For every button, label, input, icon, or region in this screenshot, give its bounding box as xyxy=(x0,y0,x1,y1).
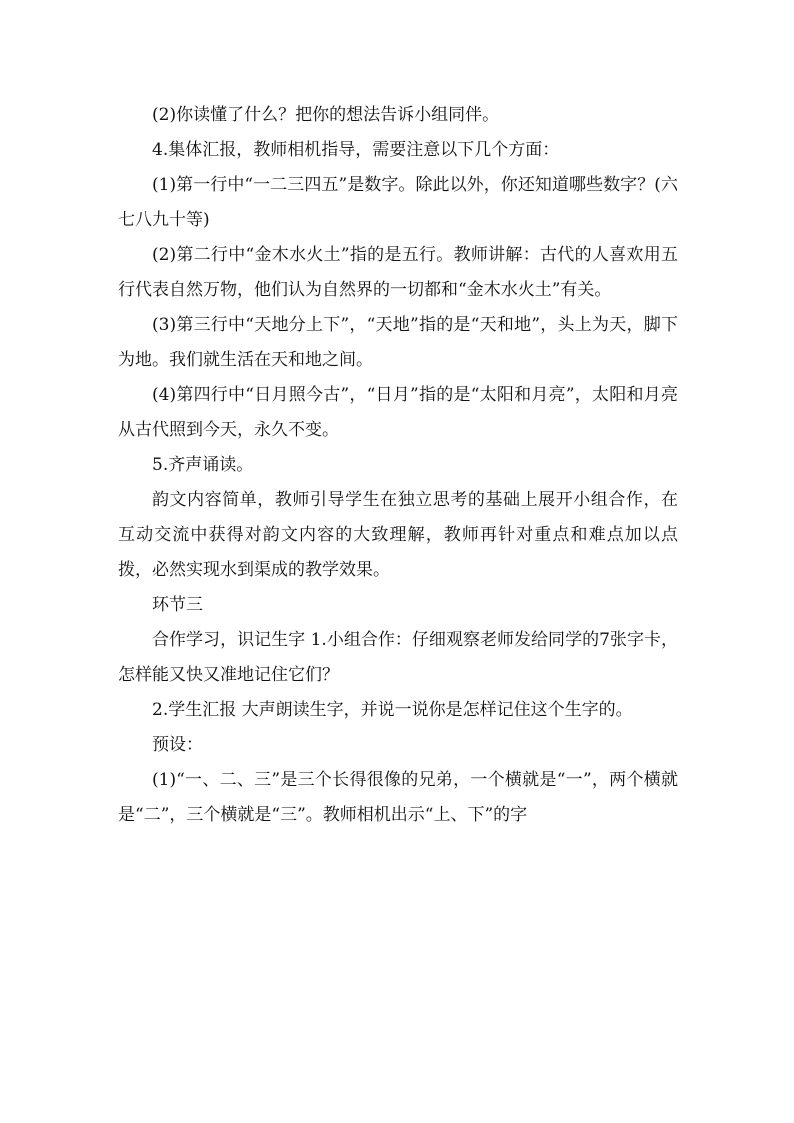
paragraph-recite-together: 5.齐声诵读。 xyxy=(152,455,254,475)
paragraph-preset-label: 预设： xyxy=(152,735,203,755)
paragraph-teaching-summary: 韵文内容简单，教师引导学生在独立思考的基础上展开小组合作，在互动交流中获得对韵文内容的大致理解，教师再针对重点和难点加以点拨，必然实现水到渠成的教学效果。 xyxy=(118,490,678,580)
paragraph-student-report: 2.学生汇报 大声朗读生字，并说一说你是怎样记住这个生字的。 xyxy=(152,700,633,720)
paragraph-character-example: (1)“一、二、三”是三个长得很像的兄弟，一个横就是“一”，两个横就是“二”，三个横就是“三”。教师相机出示“上、下”的字 xyxy=(118,770,678,825)
paragraph-reading-question: (2)你读懂了什么？把你的想法告诉小组同伴。 xyxy=(152,105,500,125)
document-body xyxy=(118,98,678,833)
paragraph-line-two-five-elements: (2)第二行中“金木水火土”指的是五行。教师讲解：古代的人喜欢用五行代表自然万物，他们认为自然界的一切都和“金木水火土”有关。 xyxy=(118,245,678,300)
paragraph-line-three-heaven-earth: (3)第三行中“天地分上下”，“天地”指的是“天和地”，头上为天，脚下为地。我们就生活在天和地之间。 xyxy=(118,315,678,370)
paragraph-group-report: 4.集体汇报，教师相机指导，需要注意以下几个方面： xyxy=(152,140,560,160)
paragraph-line-one-numbers: (1)第一行中“一二三四五”是数字。除此以外，你还知道哪些数字？(六七八九十等) xyxy=(118,175,678,230)
paragraph-cooperative-learning: 合作学习，识记生字 1.小组合作：仔细观察老师发给同学的7张字卡，怎样能又快又准地记住它们？ xyxy=(118,630,678,685)
section-heading-part-three: 环节三 xyxy=(152,595,203,615)
paragraph-line-four-sun-moon: (4)第四行中“日月照今古”，“日月”指的是“太阳和月亮”，太阳和月亮从古代照到今天，永久不变。 xyxy=(118,385,678,440)
